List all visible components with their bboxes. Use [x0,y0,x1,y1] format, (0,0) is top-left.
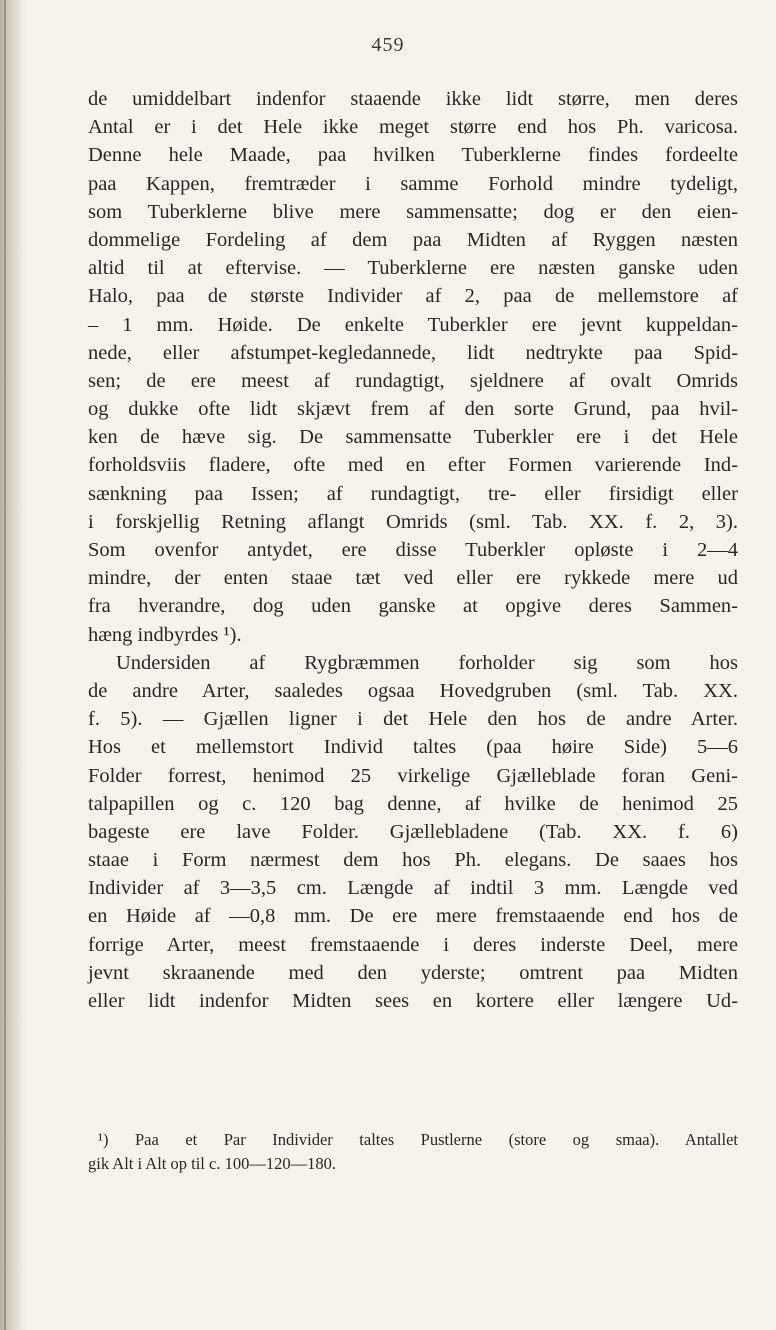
text-line: forholdsviis fladere, ofte med en efter Formen varierende Ind- [88,454,738,477]
text-line: – 1 mm. Høide. De enkelte Tuberkler ere jevnt kuppeldan- [88,313,738,336]
text-line: Antal er i det Hele ikke meget større end hos Ph. varicosa. [88,116,738,139]
text-line: forrige Arter, meest fremstaaende i deres inderste Deel, mere [88,933,738,956]
text-line: Undersiden af Rygbræmmen forholder sig som hos [116,651,738,674]
text-line: altid til at eftervise. — Tuberklerne ere næsten ganske uden [88,257,738,280]
text-line: sænkning paa Issen; af rundagtigt, tre- eller firsidigt eller [88,482,738,505]
text-line: eller lidt indenfor Midten sees en kortere eller længere Ud- [88,990,738,1012]
text-line: de andre Arter, saaledes ogsaa Hovedgruben (sml. Tab. XX. [88,679,738,702]
text-line: Halo, paa de største Individer af 2, paa de mellemstore af [88,285,738,308]
text-line: Denne hele Maade, paa hvilken Tuberklerne findes fordeelte [88,144,738,167]
body-text [88,85,738,1015]
text-line: en Høide af —0,8 mm. De ere mere fremstaaende end hos de [88,905,738,928]
text-line: ken de hæve sig. De sammensatte Tuberkler ere i det Hele [88,426,738,449]
text-line: f. 5). — Gjællen ligner i det Hele den hos de andre Arter. [88,708,738,731]
text-line: Folder forrest, henimod 25 virkelige Gjælleblade foran Geni- [88,764,738,787]
text-line: Hos et mellemstort Individ taltes (paa høire Side) 5—6 [88,736,738,759]
text-line: de umiddelbart indenfor staaende ikke lidt større, men deres [88,88,738,110]
text-line: paa Kappen, fremtræder i samme Forhold mindre tydeligt, [88,172,738,195]
text-line: i forskjellig Retning aflangt Omrids (sml. Tab. XX. f. 2, 3). [88,510,738,533]
text-line: talpapillen og c. 120 bag denne, af hvilke de henimod 25 [88,792,738,815]
text-line: dommelige Fordeling af dem paa Midten af Ryggen næsten [88,228,738,251]
text-line: jevnt skraanende med den yderste; omtrent paa Midten [88,961,738,984]
text-line: bageste ere lave Folder. Gjællebladene (Tab. XX. f. 6) [88,820,738,843]
text-line: fra hverandre, dog uden ganske at opgive deres Sammen- [88,595,738,618]
text-line: Individer af 3—3,5 cm. Længde af indtil 3 mm. Længde ved [88,877,738,900]
text-line: som Tuberklerne blive mere sammensatte; dog er den eien- [88,200,738,223]
text-line: hæng indbyrdes ¹). [88,623,242,646]
text-line: mindre, der enten staae tæt ved eller ere rykkede mere ud [88,567,738,590]
footnote-line: gik Alt i Alt op til c. 100—120—180. [88,1154,336,1173]
text-line: Som ovenfor antydet, ere disse Tuberkler opløste i 2—4 [88,539,738,561]
footnote-line: ¹) Paa et Par Individer taltes Pustlerne (store og smaa). Antallet [98,1130,738,1149]
text-line: sen; de ere meest af rundagtigt, sjeldnere af ovalt Omrids [88,369,738,392]
text-line: nede, eller afstumpet-kegledannede, lidt nedtrykte paa Spid- [88,341,738,364]
footnote [88,1128,738,1176]
page-binding-line [4,0,6,1330]
text-line: staae i Form nærmest dem hos Ph. elegans. De saaes hos [88,849,738,872]
page-number: 459 [371,34,405,56]
text-line: og dukke ofte lidt skjævt frem af den sorte Grund, paa hvil- [88,398,738,421]
